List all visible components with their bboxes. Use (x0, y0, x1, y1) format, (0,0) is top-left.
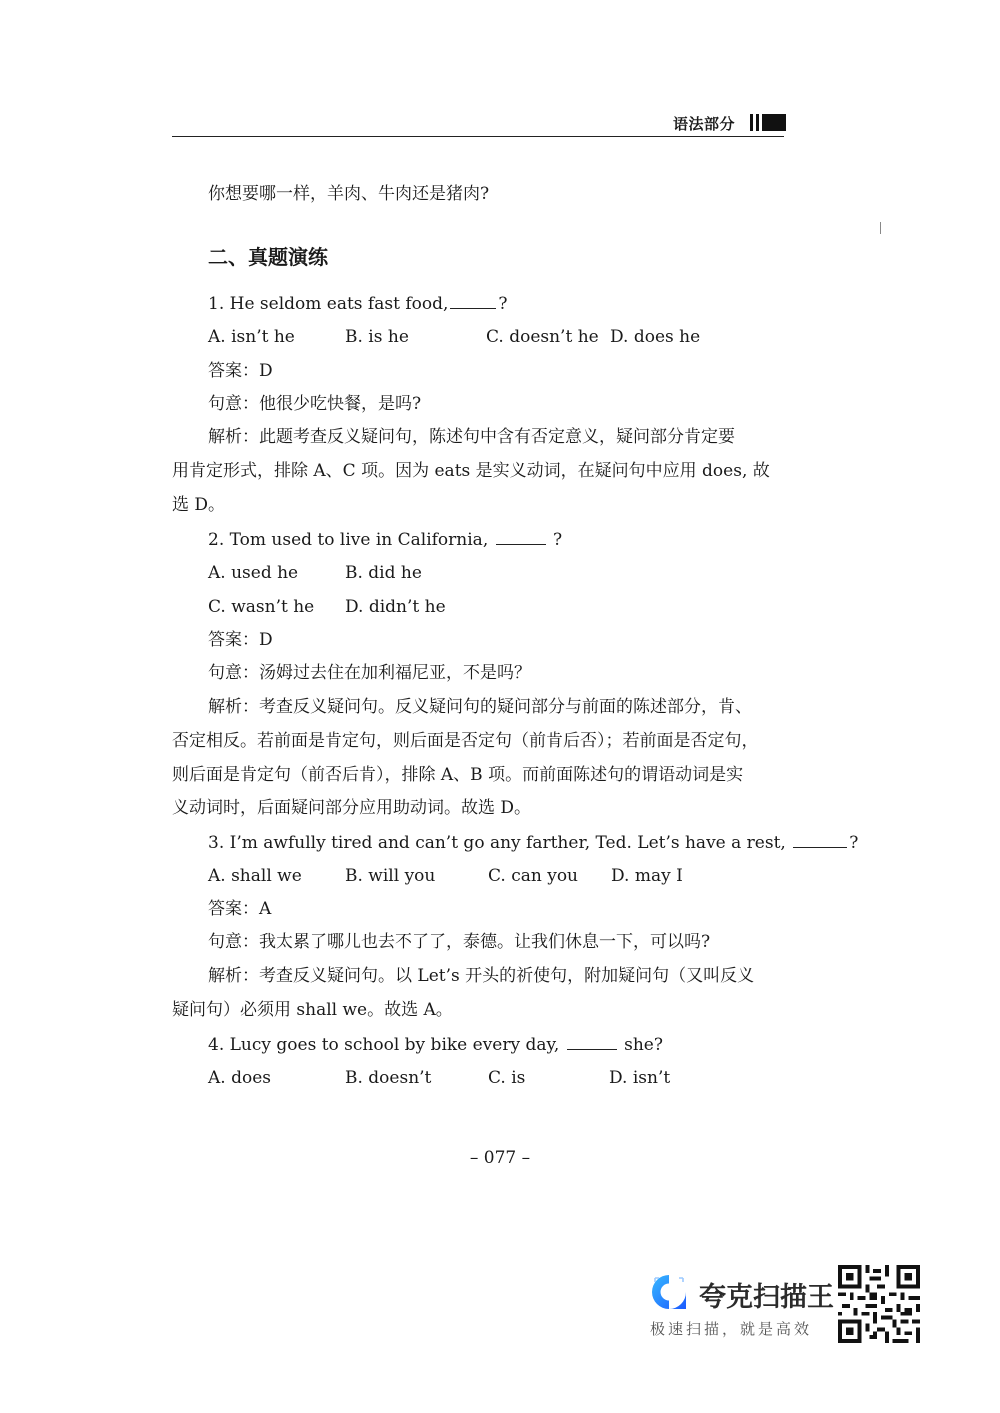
qr-code-icon (838, 1265, 920, 1343)
q1-meaning: 句意：他很少吃快餐，是吗? (208, 394, 422, 414)
q3-option-c: C. can you (488, 866, 579, 886)
q1-analysis-line: 用肯定形式，排除 A、C 项。因为 eats 是实义动词，在疑问句中应用 does, 故 (172, 461, 770, 481)
q4-option-b: B. doesn’t (345, 1068, 432, 1088)
q1-option-c: C. doesn’t he (486, 327, 599, 347)
q1-option-b: B. is he (345, 327, 409, 347)
scan-mark (880, 222, 881, 234)
q2-option-c: C. wasn’t he (208, 597, 315, 617)
section-heading: 二、真题演练 (208, 245, 328, 269)
question-2-stem: 2. Tom used to live in California, ? (208, 530, 563, 550)
q2-option-a: A. used he (208, 563, 299, 583)
q1-option-a: A. isn’t he (208, 327, 295, 347)
q3-analysis-line: 解析：考查反义疑问句。以 Let’s 开头的祈使句，附加疑问句（又叫反义 (208, 966, 755, 986)
q4-option-a: A. does (208, 1068, 271, 1088)
q2-analysis-line: 则后面是肯定句（前否后肯），排除 A、B 项。而前面陈述句的谓语动词是实 (172, 765, 744, 785)
quark-logo-icon (648, 1271, 690, 1313)
q1-answer: 答案：D (208, 361, 273, 381)
q3-answer: 答案：A (208, 899, 272, 919)
q2-analysis-line: 义动词时，后面疑问部分应用助动词。故选 D。 (172, 798, 532, 818)
watermark-slogan: 极速扫描，就是高效 (650, 1320, 813, 1338)
q2-meaning: 句意：汤姆过去住在加利福尼亚，不是吗？ (208, 663, 531, 683)
watermark-title: 夸克扫描王 (699, 1282, 834, 1313)
q1-analysis-line: 解析：此题考查反义疑问句，陈述句中含有否定意义，疑问部分肯定要 (208, 427, 735, 447)
header-rule (172, 136, 784, 137)
q1-option-d: D. does he (610, 327, 701, 347)
q3-option-b: B. will you (345, 866, 436, 886)
q2-option-d: D. didn’t he (345, 597, 446, 617)
q3-analysis-line: 疑问句）必须用 shall we。故选 A。 (172, 1000, 453, 1020)
q2-answer: 答案：D (208, 630, 273, 650)
section-title: 语法部分 (673, 115, 736, 133)
q1-analysis-line: 选 D。 (172, 495, 226, 515)
q3-meaning: 句意：我太累了哪儿也去不了了，泰德。让我们休息一下，可以吗? (208, 932, 711, 952)
intro-line: 你想要哪一样，羊肉、牛肉还是猪肉? (208, 184, 490, 204)
question-1-stem: 1. He seldom eats fast food, ? (208, 294, 508, 314)
q3-option-d: D. may I (611, 866, 683, 886)
q4-option-d: D. isn’t (609, 1068, 671, 1088)
q3-option-a: A. shall we (208, 866, 302, 886)
q2-option-b: B. did he (345, 563, 422, 583)
q4-option-c: C. is (488, 1068, 526, 1088)
page-number: – 077 – (469, 1148, 531, 1168)
question-3-stem: 3. I’m awfully tired and can’t go any farther, Ted. Let’s have a rest, ? (208, 833, 859, 853)
q2-analysis-line: 否定相反。若前面是肯定句，则后面是否定句（前肯后否）；若前面是否定句， (172, 731, 759, 751)
question-4-stem: 4. Lucy goes to school by bike every day, she? (208, 1035, 663, 1055)
q2-analysis-line: 解析：考查反义疑问句。反义疑问句的疑问部分与前面的陈述部分，肯、 (208, 697, 752, 717)
